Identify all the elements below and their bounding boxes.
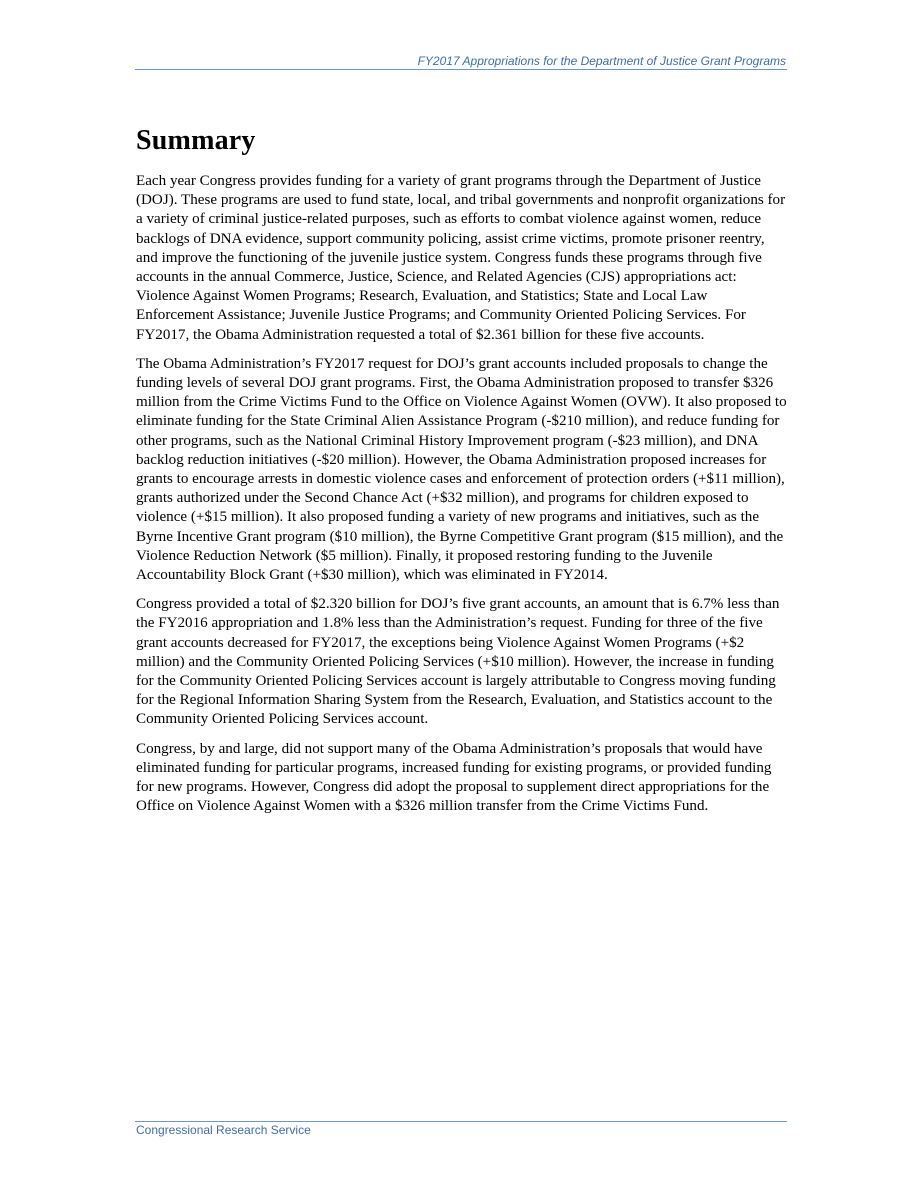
running-header: FY2017 Appropriations for the Department of Justice Grant Programs: [417, 54, 786, 68]
summary-paragraph-3: Congress provided a total of $2.320 billion for DOJ’s five grant accounts, an amount that is 6.7% less than the FY2016 appropriation and 1.8% less than the Administration’s request. Funding for three of the five grant accounts decreased for FY2017, the exceptions being Violence Against Women Programs (+$2 million) and the Community Oriented Policing Services (+$10 million). However, the increase in funding for the Community Oriented Policing Services account is largely attributable to Congress moving funding for the Regional Information Sharing System from the Research, Evaluation, and Statistics account to the Community Oriented Policing Services account.: [136, 596, 780, 728]
section-heading: Summary: [136, 125, 256, 156]
summary-section: [136, 122, 788, 827]
summary-paragraph-2: The Obama Administration’s FY2017 request for DOJ’s grant accounts included proposals to change the funding levels of several DOJ grant programs. First, the Obama Administration proposed to transfer $326 million from the Crime Victims Fund to the Office on Violence Against Women (OVW). It also proposed to eliminate funding for the State Criminal Alien Assistance Program (-$210 million), and reduce funding for other programs, such as the National Criminal History Improvement program (-$23 million), and DNA backlog reduction initiatives (-$20 million). However, the Obama Administration proposed increases for grants to encourage arrests in domestic violence cases and enforcement of protection orders (+$11 million), grants authorized under the Second Chance Act (+$32 million), and programs for children exposed to violence (+$15 million). It also proposed funding a variety of new programs and initiatives, such as the Byrne Incentive Grant program ($10 million), the Byrne Competitive Grant program ($15 million), and the Violence Reduction Network ($5 million). Finally, it proposed restoring funding to the Juvenile Accountability Block Grant (+$30 million), which was eliminated in FY2014.: [136, 355, 787, 584]
summary-paragraph-4: Congress, by and large, did not support many of the Obama Administration’s proposals that would have eliminated funding for particular programs, increased funding for existing programs, or provided funding for new programs. However, Congress did adopt the proposal to supplement direct appropriations for the Office on Violence Against Women with a $326 million transfer from the Crime Victims Fund.: [136, 740, 772, 815]
footer-divider: [135, 1121, 787, 1122]
summary-paragraph-1: Each year Congress provides funding for a variety of grant programs through the Department of Justice (DOJ). These programs are used to fund state, local, and tribal governments and nonprofit organizations for a variety of criminal justice-related purposes, such as efforts to combat violence against women, reduce backlogs of DNA evidence, support community policing, assist crime victims, promote prisoner reentry, and improve the functioning of the juvenile justice system. Congress funds these programs through five accounts in the annual Commerce, Justice, Science, and Related Agencies (CJS) appropriations act: Violence Against Women Programs; Research, Evaluation, and Statistics; State and Local Law Enforcement Assistance; Juvenile Justice Programs; and Community Oriented Policing Services. For FY2017, the Obama Administration requested a total of $2.361 billion for these five accounts.: [136, 173, 786, 343]
footer-publisher: Congressional Research Service: [136, 1123, 311, 1137]
header-divider: [135, 69, 787, 70]
